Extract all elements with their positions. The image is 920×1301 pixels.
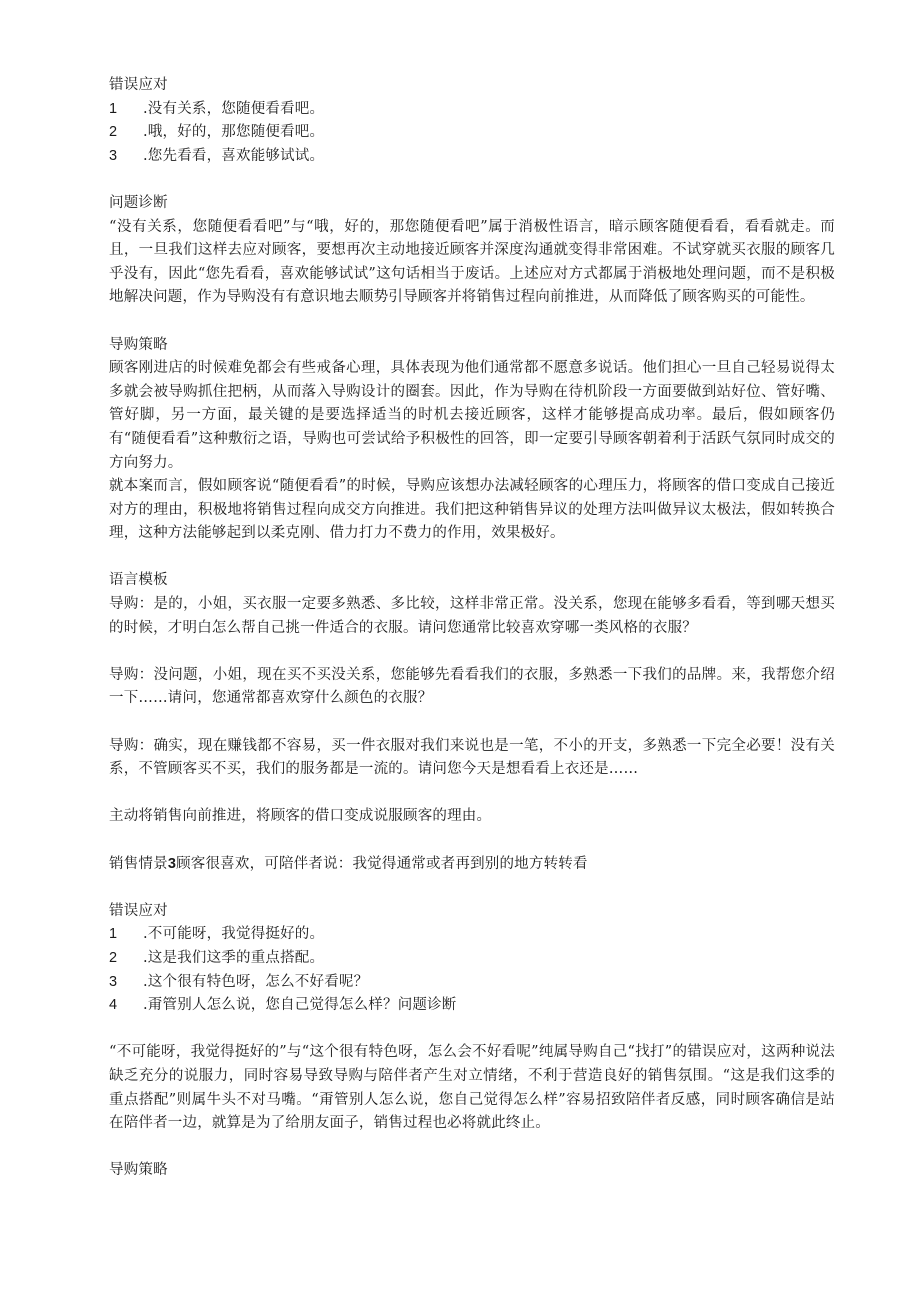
- list-item-text: .不可能呀，我觉得挺好的。: [143, 926, 325, 943]
- spacer: [109, 1136, 835, 1160]
- errors-list: [109, 98, 835, 169]
- list-item-number: 3: [109, 147, 118, 164]
- scenario-title: [109, 853, 835, 877]
- list-item: [109, 923, 835, 947]
- spacer: [109, 546, 835, 570]
- spacer: [109, 876, 835, 900]
- list-item: [109, 98, 835, 122]
- template-heading: 语言模板: [109, 572, 168, 589]
- list-item: [109, 145, 835, 169]
- list-item-number: 3: [109, 973, 118, 990]
- template-paragraph-1: 导购：是的，小姐，买衣服一定要多熟悉、多比较，这样非常正常。没关系，您现在能够多看看，等到哪天想买的时候，才明白怎么帮自己挑一件适合的衣服。请问您通常比较喜欢穿哪一类风格的衣服？: [109, 596, 835, 636]
- scenario-title-prefix: 销售情景: [109, 855, 168, 872]
- list-item-text: .这是我们这季的重点搭配。: [143, 949, 325, 966]
- strategy-heading-2: 导购策略: [109, 1162, 168, 1179]
- list-item-text: .甭管别人怎么说，您自己觉得怎么样？问题诊断: [143, 997, 457, 1014]
- spacer: [109, 640, 835, 664]
- list-item: [109, 971, 835, 995]
- list-item-number: 2: [109, 949, 118, 966]
- template-paragraph-2: 导购：没问题，小姐，现在买不买没关系，您能够先看看我们的衣服，多熟悉一下我们的品牌。来，我帮您介绍一下……请问，您通常都喜欢穿什么颜色的衣服？: [109, 666, 835, 707]
- template-paragraph-3: 导购：确实，现在赚钱都不容易，买一件衣服对我们来说也是一笔，不小的开支，多熟悉一下完全必要！没有关系，不管顾客买不买，我们的服务都是一流的。请问您今天是想看看上衣还是……: [109, 737, 835, 778]
- list-item-text: .您先看看，喜欢能够试试。: [143, 147, 325, 164]
- scenario-title-number: 3: [167, 855, 177, 872]
- diagnosis-paragraph: “没有关系，您随便看看吧”与“哦，好的，那您随便看吧”属于消极性语言，暗示顾客随便看看，看看就走。而且，一旦我们这样去应对顾客，要想再次主动地接近顾客并深度沟通就变得非常困难。不试穿就买衣服的顾客几乎没有，因此“您先看看，喜欢能够试试”这句话相当于废话。上述应对方式都属于消极地处理问题，而不是积极地解决问题，作为导购没有有意识地去顺势引导顾客并将销售过程向前推进，从而降低了顾客购买的可能性。: [109, 218, 835, 306]
- spacer: [109, 829, 835, 853]
- list-item-number: 1: [109, 926, 118, 943]
- summary-paragraph: 主动将销售向前推进，将顾客的借口变成说服顾客的理由。: [109, 808, 492, 825]
- spacer: [109, 711, 835, 735]
- strategy-paragraph-2: 就本案而言，假如顾客说“随便看看”的时候，导购应该想办法减轻顾客的心理压力，将顾客的借口变成自己接近对方的理由，积极地将销售过程向成交方向推进。我们把这种销售异议的处理方法叫做异议太极法，假如转换合理，这种方法能够起到以柔克刚、借力打力不费力的作用，效果极好。: [109, 478, 835, 542]
- list-item-text: .哦，好的，那您随便看吧。: [143, 124, 325, 141]
- spacer: [109, 1018, 835, 1042]
- strategy-paragraph-1: 顾客刚进店的时候难免都会有些戒备心理，具体表现为他们通常都不愿意多说话。他们担心一旦自己轻易说得太多就会被导购抓住把柄，从而落入导购设计的圈套。因此，作为导购在待机阶段一方面要做到站好位、管好嘴、管好脚，另一方面，最关键的是要选择适当的时机去接近顾客，这样才能够提高成功率。最后，假如顾客仍有“随便看看”这种敷衍之语，导购也可尝试给予积极性的回答，即一定要引导顾客朝着利于活跃气氛同时成交的方向努力。: [109, 360, 835, 471]
- list-item-text: .这个很有特色呀，怎么不好看呢？: [143, 973, 369, 990]
- diagnosis-heading: 问题诊断: [109, 194, 168, 211]
- list-item: [109, 947, 835, 971]
- list-item-number: 4: [109, 997, 118, 1014]
- document-page: [109, 74, 835, 1183]
- list-item-text: .没有关系，您随便看看吧。: [143, 100, 325, 117]
- list-item-number: 1: [109, 100, 118, 117]
- list-item: [109, 994, 835, 1018]
- spacer: [109, 168, 835, 192]
- scenario-title-text: 顾客很喜欢，可陪伴者说：我觉得通常或者再到别的地方转转看: [176, 855, 588, 872]
- spacer: [109, 310, 835, 334]
- spacer: [109, 782, 835, 806]
- errors-heading-2: 错误应对: [109, 902, 168, 919]
- errors-heading: 错误应对: [109, 77, 168, 93]
- strategy-heading: 导购策略: [109, 336, 168, 353]
- diagnosis-paragraph-2: “不可能呀，我觉得挺好的”与“这个很有特色呀，怎么会不好看呢”纯属导购自己“找打”的错误应对，这两种说法缺乏充分的说服力，同时容易导致导购与陪伴者产生对立情绪，不利于营造良好的销售氛围。“这是我们这季的重点搭配”则属牛头不对马嘴。“甭管别人怎么说，您自己觉得怎么样”容易招致陪伴者反感，同时顾客确信是站在陪伴者一边，就算是为了给朋友面子，销售过程也必将就此终止。: [109, 1044, 835, 1132]
- list-item-number: 2: [109, 124, 118, 141]
- list-item: [109, 121, 835, 145]
- errors-list-2: [109, 923, 835, 1017]
